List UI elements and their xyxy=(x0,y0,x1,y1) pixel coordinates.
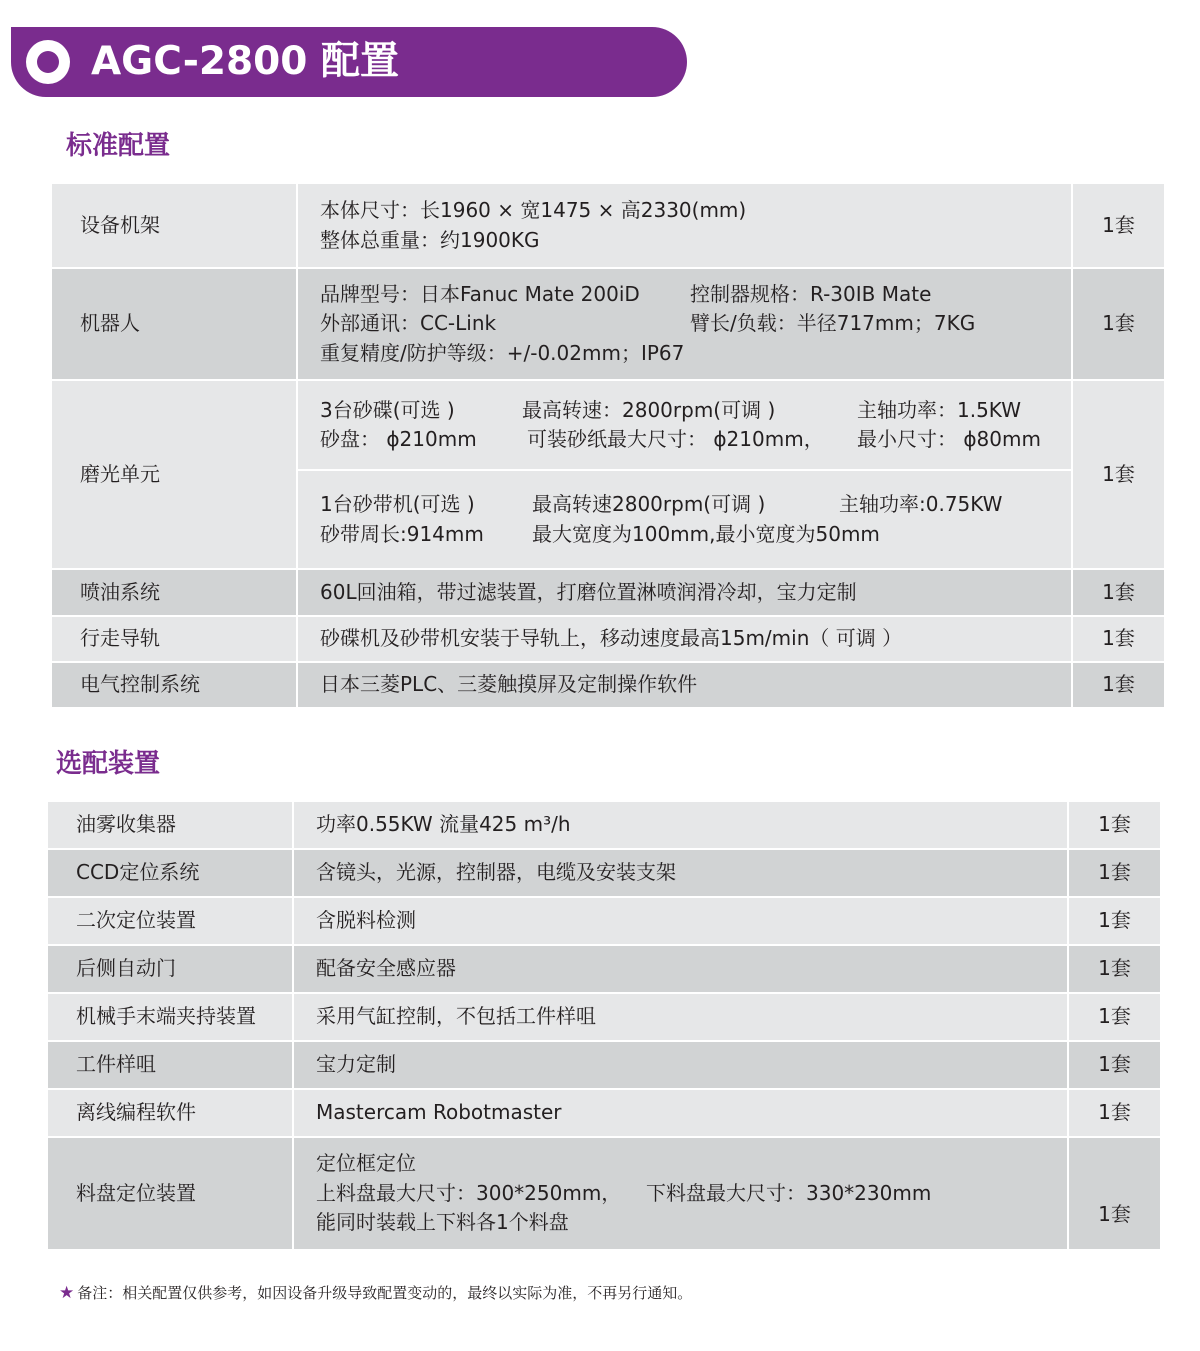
item-qty: 1套 xyxy=(1072,268,1164,380)
spec-text: 砂盘： ϕ210mm xyxy=(320,427,477,451)
table-row xyxy=(52,380,1164,569)
item-spec: Mastercam Robotmaster xyxy=(293,1089,1068,1137)
spec-text: 下料盘最大尺寸：330*230mm xyxy=(646,1180,932,1205)
item-spec xyxy=(293,1137,1068,1250)
spec-text: 品牌型号：日本Fanuc Mate 200iD xyxy=(320,281,640,306)
table-row xyxy=(52,184,1164,268)
item-spec xyxy=(297,184,1072,268)
footnote xyxy=(59,1283,692,1303)
item-spec: 60L回油箱，带过滤装置，打磨位置淋喷润滑冷却，宝力定制 xyxy=(297,569,1072,616)
item-name: 后侧自动门 xyxy=(48,945,293,993)
item-name: 料盘定位装置 xyxy=(48,1137,293,1250)
spec-text: 最小尺寸： ϕ80mm xyxy=(857,427,1041,451)
spec-text: 上料盘最大尺寸：300*250mm， xyxy=(316,1180,622,1205)
item-qty: 1套 xyxy=(1068,1137,1160,1250)
item-qty: 1套 xyxy=(1068,993,1160,1041)
item-name: CCD定位系统 xyxy=(48,849,293,897)
footnote-text: 备注：相关配置仅供参考，如因设备升级导致配置变动的，最终以实际为准，不再另行通知。 xyxy=(77,1284,693,1302)
standard-section-title: 标准配置 xyxy=(66,131,171,161)
spec-line xyxy=(320,490,1071,520)
spec-text: 3台砂碟(可选 ) xyxy=(320,397,455,422)
table-row xyxy=(52,662,1164,708)
item-spec: 砂碟机及砂带机安装于导轨上，移动速度最高15m/min（ 可调 ） xyxy=(297,616,1072,662)
spec-text: 控制器规格：R-30IB Mate xyxy=(690,281,932,306)
item-spec xyxy=(297,380,1072,569)
item-name: 油雾收集器 xyxy=(48,802,293,849)
spec-text: 最大宽度为100mm,最小宽度为50mm xyxy=(532,521,880,546)
spec-part-sanding-disc xyxy=(298,381,1071,471)
item-spec: 配备安全感应器 xyxy=(293,945,1068,993)
item-name: 设备机架 xyxy=(52,184,297,268)
item-name: 电气控制系统 xyxy=(52,662,297,708)
table-row xyxy=(48,849,1160,897)
optional-config-table xyxy=(48,802,1160,1251)
spec-text: 能同时装载上下料各1个料盘 xyxy=(316,1210,569,1235)
item-spec: 宝力定制 xyxy=(293,1041,1068,1089)
spec-line: 本体尺寸：长1960 × 宽1475 × 高2330(mm) xyxy=(320,198,747,222)
standard-config-table xyxy=(52,184,1164,709)
item-qty: 1套 xyxy=(1068,849,1160,897)
spec-line xyxy=(316,1179,1067,1209)
item-name: 机械手末端夹持装置 xyxy=(48,993,293,1041)
spec-text: 定位框定位 xyxy=(316,1151,416,1176)
spec-part-sanding-belt xyxy=(298,471,1071,568)
item-spec xyxy=(297,268,1072,380)
item-name: 磨光单元 xyxy=(52,380,297,569)
table-row xyxy=(48,945,1160,993)
table-row xyxy=(48,1089,1160,1137)
item-spec: 功率0.55KW 流量425 m³/h xyxy=(293,802,1068,849)
item-qty: 1套 xyxy=(1068,945,1160,993)
spec-text: 1台砂带机(可选 ) xyxy=(320,492,475,516)
spec-text: 最高转速：2800rpm(可调 ) xyxy=(522,397,776,422)
table-row xyxy=(52,569,1164,616)
spec-line: 整体总重量：约1900KG xyxy=(320,227,540,252)
item-qty: 1套 xyxy=(1068,1089,1160,1137)
item-qty: 1套 xyxy=(1072,380,1164,569)
spec-text: 重复精度/防护等级：+/-0.02mm；IP67 xyxy=(320,340,685,365)
table-row xyxy=(48,993,1160,1041)
spec-text: 最高转速2800rpm(可调 ) xyxy=(532,492,766,516)
item-spec: 含镜头，光源，控制器，电缆及安装支架 xyxy=(293,849,1068,897)
item-qty: 1套 xyxy=(1072,569,1164,616)
spec-line xyxy=(320,280,1071,310)
table-row xyxy=(48,1041,1160,1089)
star-icon: ★ xyxy=(59,1283,75,1303)
spec-text: 臂长/负载：半径717mm；7KG xyxy=(690,311,976,336)
item-name: 行走导轨 xyxy=(52,616,297,662)
spec-line xyxy=(316,1208,1067,1238)
title-banner xyxy=(11,27,687,97)
spec-line xyxy=(320,396,1071,426)
spec-line xyxy=(316,1149,1067,1179)
table-row xyxy=(52,268,1164,380)
item-name: 二次定位装置 xyxy=(48,897,293,945)
optional-section-title: 选配装置 xyxy=(56,749,161,779)
spec-text: 可装砂纸最大尺寸： ϕ210mm， xyxy=(527,427,824,451)
item-qty: 1套 xyxy=(1072,662,1164,708)
item-qty: 1套 xyxy=(1068,897,1160,945)
spec-line xyxy=(320,309,1071,339)
spec-line xyxy=(320,339,1071,369)
ring-icon xyxy=(26,40,70,84)
spec-text: 外部通讯：CC-Link xyxy=(320,311,497,336)
table-row xyxy=(48,1137,1160,1250)
spec-text: 砂带周长:914mm xyxy=(320,521,484,546)
spec-text: 主轴功率：1.5KW xyxy=(857,397,1021,422)
spec-line xyxy=(320,425,1071,455)
item-spec: 采用气缸控制，不包括工件样咀 xyxy=(293,993,1068,1041)
item-qty: 1套 xyxy=(1068,1041,1160,1089)
item-name: 机器人 xyxy=(52,268,297,380)
item-qty: 1套 xyxy=(1068,802,1160,849)
item-qty: 1套 xyxy=(1072,616,1164,662)
item-qty: 1套 xyxy=(1072,184,1164,268)
item-name: 喷油系统 xyxy=(52,569,297,616)
spec-line xyxy=(320,520,1071,550)
table-row xyxy=(48,897,1160,945)
page-title: AGC-2800 配置 xyxy=(91,39,400,84)
item-name: 工件样咀 xyxy=(48,1041,293,1089)
item-name: 离线编程软件 xyxy=(48,1089,293,1137)
table-row xyxy=(48,802,1160,849)
table-row xyxy=(52,616,1164,662)
spec-text: 主轴功率:0.75KW xyxy=(839,492,1003,516)
item-spec: 含脱料检测 xyxy=(293,897,1068,945)
item-spec: 日本三菱PLC、三菱触摸屏及定制操作软件 xyxy=(297,662,1072,708)
